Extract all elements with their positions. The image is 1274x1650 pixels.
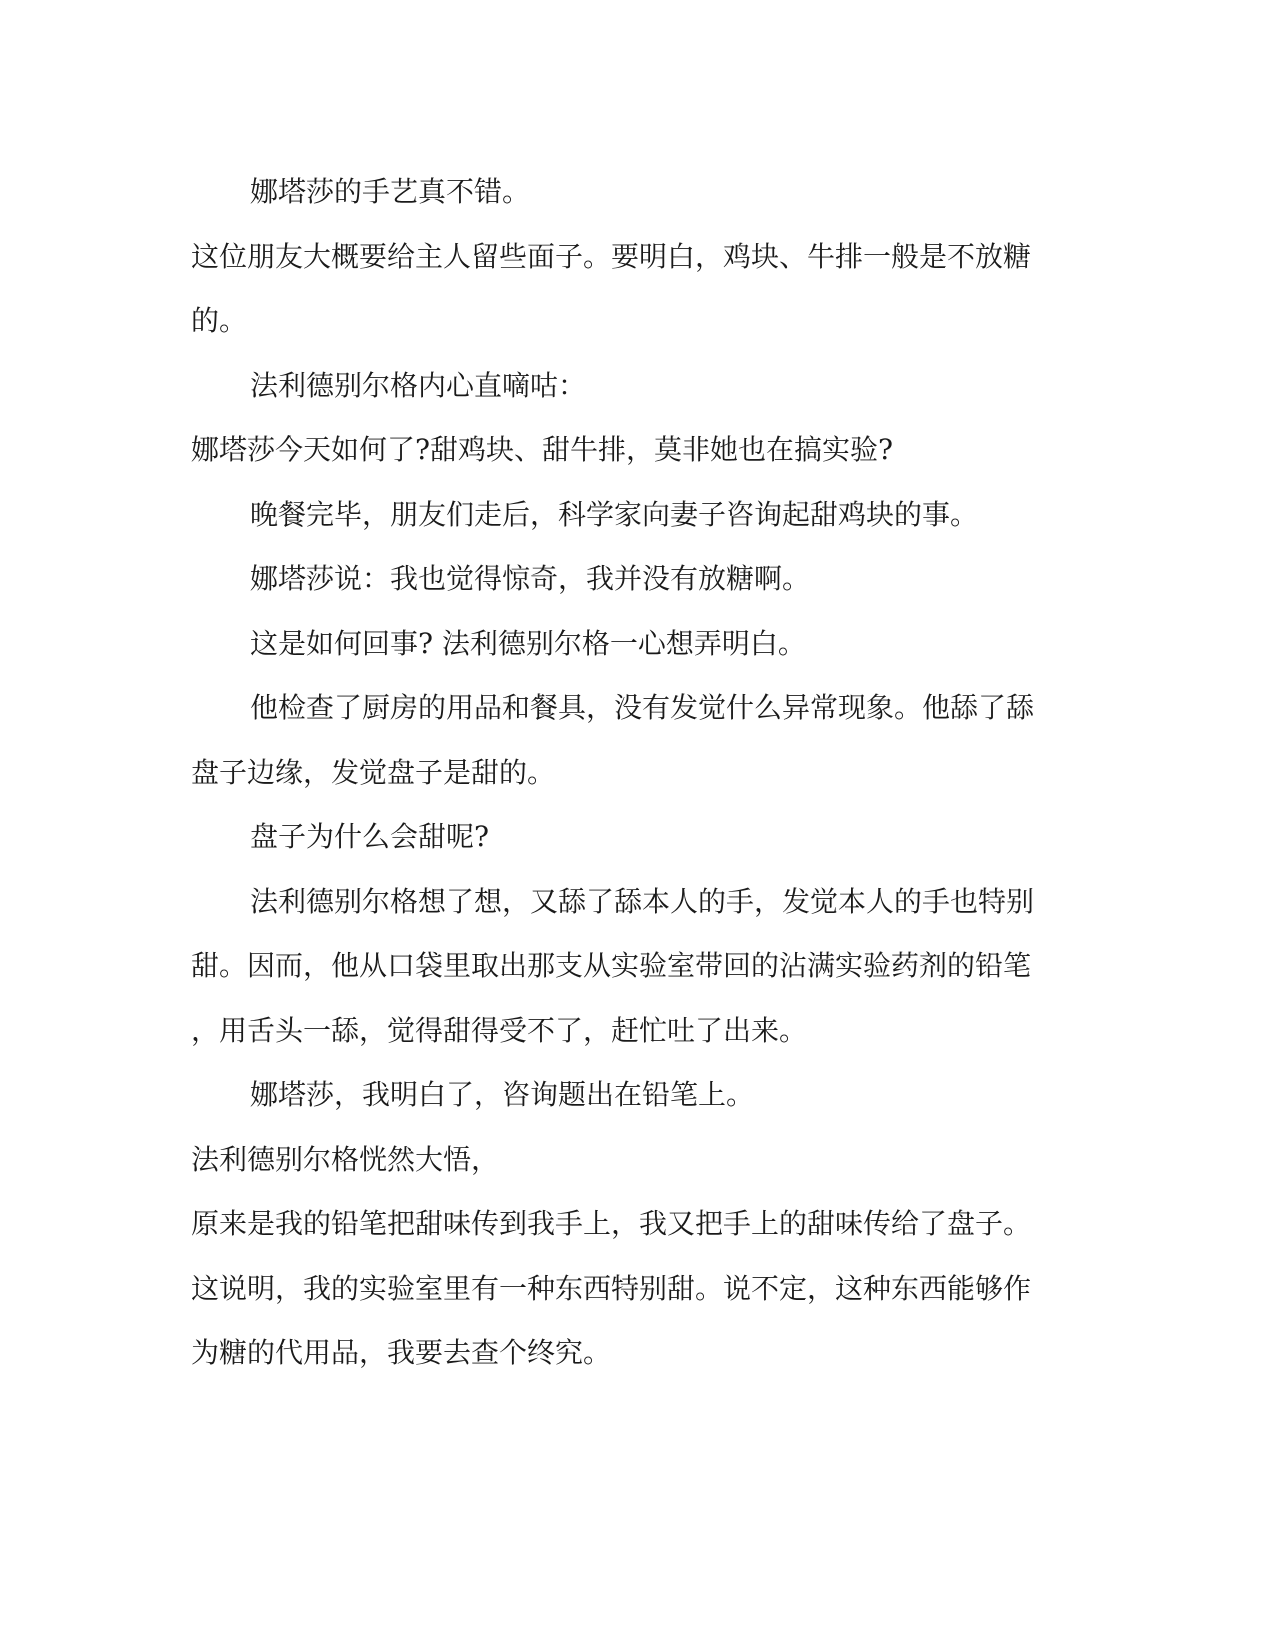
text-line: 盘子为什么会甜呢? xyxy=(250,820,490,853)
document-body xyxy=(191,160,1071,1386)
text-line: 原来是我的铅笔把甜味传到我手上，我又把手上的甜味传给了盘子。 xyxy=(191,1207,1032,1240)
text-line: 为糖的代用品，我要去查个终究。 xyxy=(191,1336,612,1369)
text-line: 娜塔莎，我明白了，咨询题出在铅笔上。 xyxy=(250,1078,755,1111)
text-line: 的。 xyxy=(191,304,248,337)
text-line: 这说明，我的实验室里有一种东西特别甜。说不定，这种东西能够作 xyxy=(191,1271,1032,1305)
text-line: 娜塔莎今天如何了?甜鸡块、甜牛排，莫非她也在搞实验? xyxy=(191,433,894,466)
text-line: 娜塔莎说：我也觉得惊奇，我并没有放糖啊。 xyxy=(250,562,811,595)
text-line: 娜塔莎的手艺真不错。 xyxy=(250,175,531,208)
text-line: 这位朋友大概要给主人留些面子。要明白，鸡块、牛排一般是不放糖 xyxy=(191,239,1032,273)
text-line: 法利德别尔格想了想，又舔了舔本人的手，发觉本人的手也特别 xyxy=(250,884,1035,918)
text-line: ，用舌头一舔，觉得甜得受不了，赶忙吐了出来。 xyxy=(191,1013,808,1047)
text-line: 甜。因而，他从口袋里取出那支从实验室带回的沾满实验药剂的铅笔 xyxy=(191,949,1032,982)
text-line: 这是如何回事? 法利德别尔格一心想弄明白。 xyxy=(250,626,806,660)
text-line: 盘子边缘，发觉盘子是甜的。 xyxy=(191,755,556,789)
text-line: 法利德别尔格内心直嘀咕： xyxy=(250,368,587,402)
text-line: 晚餐完毕，朋友们走后，科学家向妻子咨询起甜鸡块的事。 xyxy=(250,497,979,531)
text-line: 他检查了厨房的用品和餐具，没有发觉什么异常现象。他舔了舔 xyxy=(250,691,1035,724)
text-line: 法利德别尔格恍然大悟， xyxy=(191,1142,500,1176)
